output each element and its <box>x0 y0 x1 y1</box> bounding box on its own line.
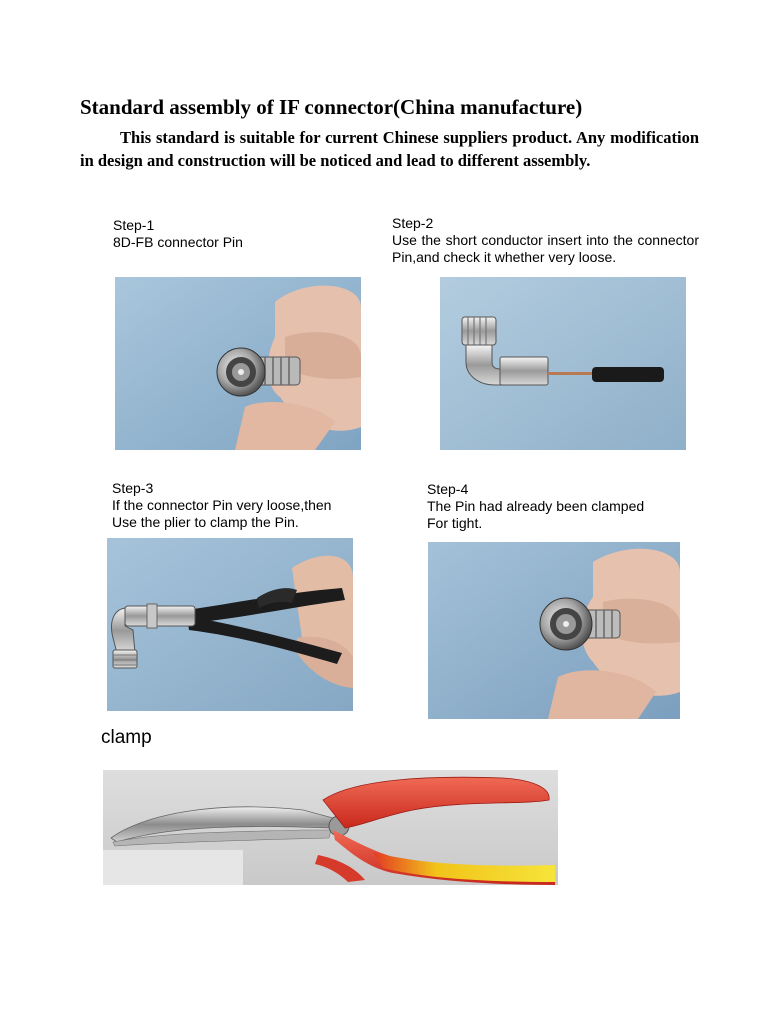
step-4-text-line-2: For tight. <box>427 515 483 531</box>
step-3-photo <box>107 538 353 711</box>
step-1-photo <box>115 277 361 450</box>
step-1-caption <box>113 217 243 251</box>
step-1-text: 8D-FB connector Pin <box>113 234 243 250</box>
step-4-photo <box>428 542 680 719</box>
step-4-text-line-1: The Pin had already been clamped <box>427 498 645 514</box>
step-2-photo <box>440 277 686 450</box>
clamp-photo <box>103 770 558 885</box>
step-2-text: Use the short conductor insert into the connector Pin,and check it whether very loose. <box>392 232 699 265</box>
intro-text: This standard is suitable for current Chinese suppliers product. Any modification in design and construction will be noticed and lead to different assembly. <box>80 128 699 170</box>
page-title: Standard assembly of IF connector(China manufacture) <box>80 95 583 119</box>
step-3-text-line-1: If the connector Pin very loose,then <box>112 497 332 513</box>
step-2-label: Step-2 <box>392 215 434 231</box>
clamp-label: clamp <box>101 727 152 748</box>
step-4-label: Step-4 <box>427 481 469 497</box>
intro-paragraph <box>80 126 699 172</box>
step-3-text-line-2: Use the plier to clamp the Pin. <box>112 514 299 530</box>
step-3-caption <box>112 480 331 531</box>
step-3-label: Step-3 <box>112 480 154 496</box>
step-1-label: Step-1 <box>113 217 155 233</box>
step-4-caption <box>427 481 644 532</box>
step-2-caption <box>392 215 699 266</box>
